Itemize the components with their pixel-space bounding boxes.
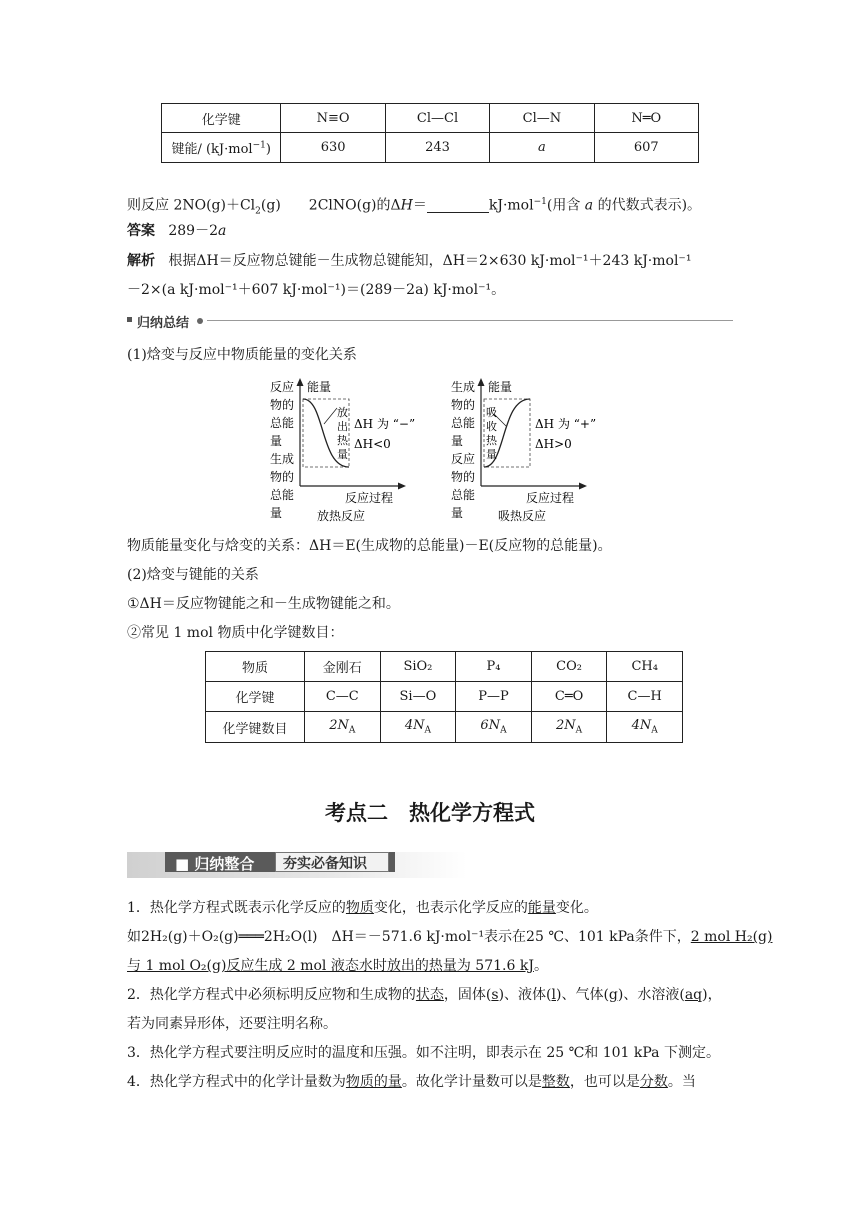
svg-text:总能: 总能 (451, 488, 476, 502)
table-cell: Cl—N (490, 104, 594, 133)
section2-title: (2)焓变与键能的关系 (127, 567, 259, 583)
svg-text:收: 收 (486, 420, 497, 433)
endothermic-diagram (446, 374, 616, 526)
table-cell: P₄ (456, 652, 532, 682)
table-cell: a (490, 133, 594, 163)
paragraph-4: 4．热化学方程式中的化学计量数为物质的量。故化学计量数可以是整数，也可以是分数。当 (127, 1074, 696, 1090)
svg-text:ΔH 为 “+”: ΔH 为 “+” (535, 417, 597, 431)
table-cell: 化学键数目 (206, 712, 305, 743)
table-cell: C—H (607, 682, 683, 712)
item-2: ②常见 1 mol 物质中化学键数目： (127, 625, 344, 641)
svg-text:量: 量 (337, 448, 348, 461)
svg-text:量: 量 (486, 448, 497, 461)
table-cell: P—P (456, 682, 532, 712)
svg-text:出: 出 (337, 420, 348, 433)
exothermic-diagram (265, 374, 435, 526)
svg-text:物的: 物的 (451, 470, 476, 484)
y-axis-label: 能量 (307, 380, 332, 394)
svg-text:物的: 物的 (270, 398, 295, 412)
table-cell: 607 (594, 133, 698, 163)
table-cell: Cl—Cl (385, 104, 489, 133)
y-axis-label: 能量 (488, 380, 513, 394)
table-cell: $2N_A$ (305, 712, 381, 743)
svg-text:量: 量 (270, 434, 283, 448)
table-cell: N≡O (281, 104, 385, 133)
analysis-line-2: －2×(a kJ·mol⁻¹＋607 kJ·mol⁻¹)＝(289－2a) kJ·mol⁻¹。 (127, 282, 506, 298)
summary-header: 归纳总结 (127, 312, 733, 330)
table-cell: $4N_A$ (380, 712, 456, 743)
svg-text:总能: 总能 (451, 416, 476, 430)
table-cell: $6N_A$ (456, 712, 532, 743)
answer-blank (427, 198, 489, 213)
svg-text:反应: 反应 (270, 380, 295, 394)
svg-text:吸: 吸 (486, 406, 497, 419)
table-cell: CH₄ (607, 652, 683, 682)
paragraph-3: 3．热化学方程式要注明反应时的温度和压强。如不注明，即表示在 25 ℃和 101 kPa 下测定。 (127, 1045, 720, 1061)
svg-text:量: 量 (270, 506, 283, 520)
paragraph-2: 2．热化学方程式中必须标明反应物和生成物的状态，固体(s)、液体(l)、气体(g)、水溶液(aq)， (127, 987, 722, 1003)
relation-text: 物质能量变化与焓变的关系：ΔH＝E(生成物的总能量)－E(反应物的总能量)。 (127, 538, 612, 554)
svg-text:热: 热 (486, 434, 497, 447)
svg-text:物的: 物的 (270, 470, 295, 484)
table-cell: 物质 (206, 652, 305, 682)
bond-energy-table (161, 103, 699, 163)
paragraph-1: 1．热化学方程式既表示化学反应的物质变化，也表示化学反应的能量变化。 (127, 900, 598, 916)
banner-left-label: ■ 归纳整合 (175, 855, 255, 873)
paragraph-2-cont: 若为同素异形体，还要注明名称。 (127, 1016, 337, 1032)
table-cell: SiO₂ (380, 652, 456, 682)
svg-text:ΔH 为 “−”: ΔH 为 “−” (354, 417, 416, 431)
diagram-caption: 吸热反应 (498, 509, 547, 523)
table-cell: 243 (385, 133, 489, 163)
paragraph-1-example-cont: 与 1 mol O₂(g)反应生成 2 mol 液态水时放出的热量为 571.6 kJ。 (127, 958, 548, 974)
paragraph-1-example: 如2H₂(g)＋O₂(g)═══2H₂O(l) ΔH＝－571.6 kJ·mol⁻¹表示在25 ℃、101 kPa条件下，2 mol H₂(g) (127, 929, 773, 945)
svg-text:总能: 总能 (270, 488, 295, 502)
svg-text:放: 放 (337, 406, 348, 419)
table-cell: 化学键 (206, 682, 305, 712)
answer-label: 答案 (127, 223, 155, 239)
table-cell: 键能/ (kJ·mol$^{-1}$) (162, 133, 281, 163)
table-cell: 630 (281, 133, 385, 163)
x-axis-label: 反应过程 (526, 491, 575, 505)
answer-line: 答案 289－2a (127, 223, 227, 239)
section-banner (127, 852, 467, 878)
table-cell: C═O (531, 682, 607, 712)
diagram-caption: 放热反应 (317, 509, 366, 523)
svg-text:生成: 生成 (451, 380, 476, 394)
svg-text:总能: 总能 (270, 416, 295, 430)
table-cell: 金刚石 (305, 652, 381, 682)
svg-text:反应: 反应 (451, 452, 476, 466)
table-cell: C—C (305, 682, 381, 712)
section1-title: (1)焓变与反应中物质能量的变化关系 (127, 347, 357, 363)
table-cell: Si—O (380, 682, 456, 712)
table-cell: 化学键 (162, 104, 281, 133)
item-1: ①ΔH＝反应物键能之和－生成物键能之和。 (127, 596, 400, 612)
banner-right-label: 夯实必备知识 (283, 856, 367, 872)
svg-text:生成: 生成 (270, 452, 295, 466)
analysis-label: 解析 (127, 253, 155, 269)
svg-text:热: 热 (337, 434, 348, 447)
svg-text:ΔH<0: ΔH<0 (354, 437, 391, 451)
bond-count-table (205, 651, 683, 743)
svg-text:ΔH>0: ΔH>0 (535, 437, 572, 451)
analysis-line-1: 解析 根据ΔH＝反应物总键能－生成物总键能知，ΔH＝2×630 kJ·mol⁻¹＋243 kJ·mol⁻¹ (127, 253, 692, 269)
table-cell: CO₂ (531, 652, 607, 682)
table-cell: $2N_A$ (531, 712, 607, 743)
svg-text:量: 量 (451, 506, 464, 520)
table-cell: N═O (594, 104, 698, 133)
svg-text:物的: 物的 (451, 398, 476, 412)
svg-text:量: 量 (451, 434, 464, 448)
x-axis-label: 反应过程 (345, 491, 394, 505)
table-cell: $4N_A$ (607, 712, 683, 743)
question-line: 则反应 $2NO(g)+Cl_2(g)$ 2ClNO(g)的ΔH＝ kJ·mol$^{-1}$(用含 a 的代数式表示)。 (127, 197, 702, 217)
section-title: 考点二 热化学方程式 (325, 801, 535, 825)
